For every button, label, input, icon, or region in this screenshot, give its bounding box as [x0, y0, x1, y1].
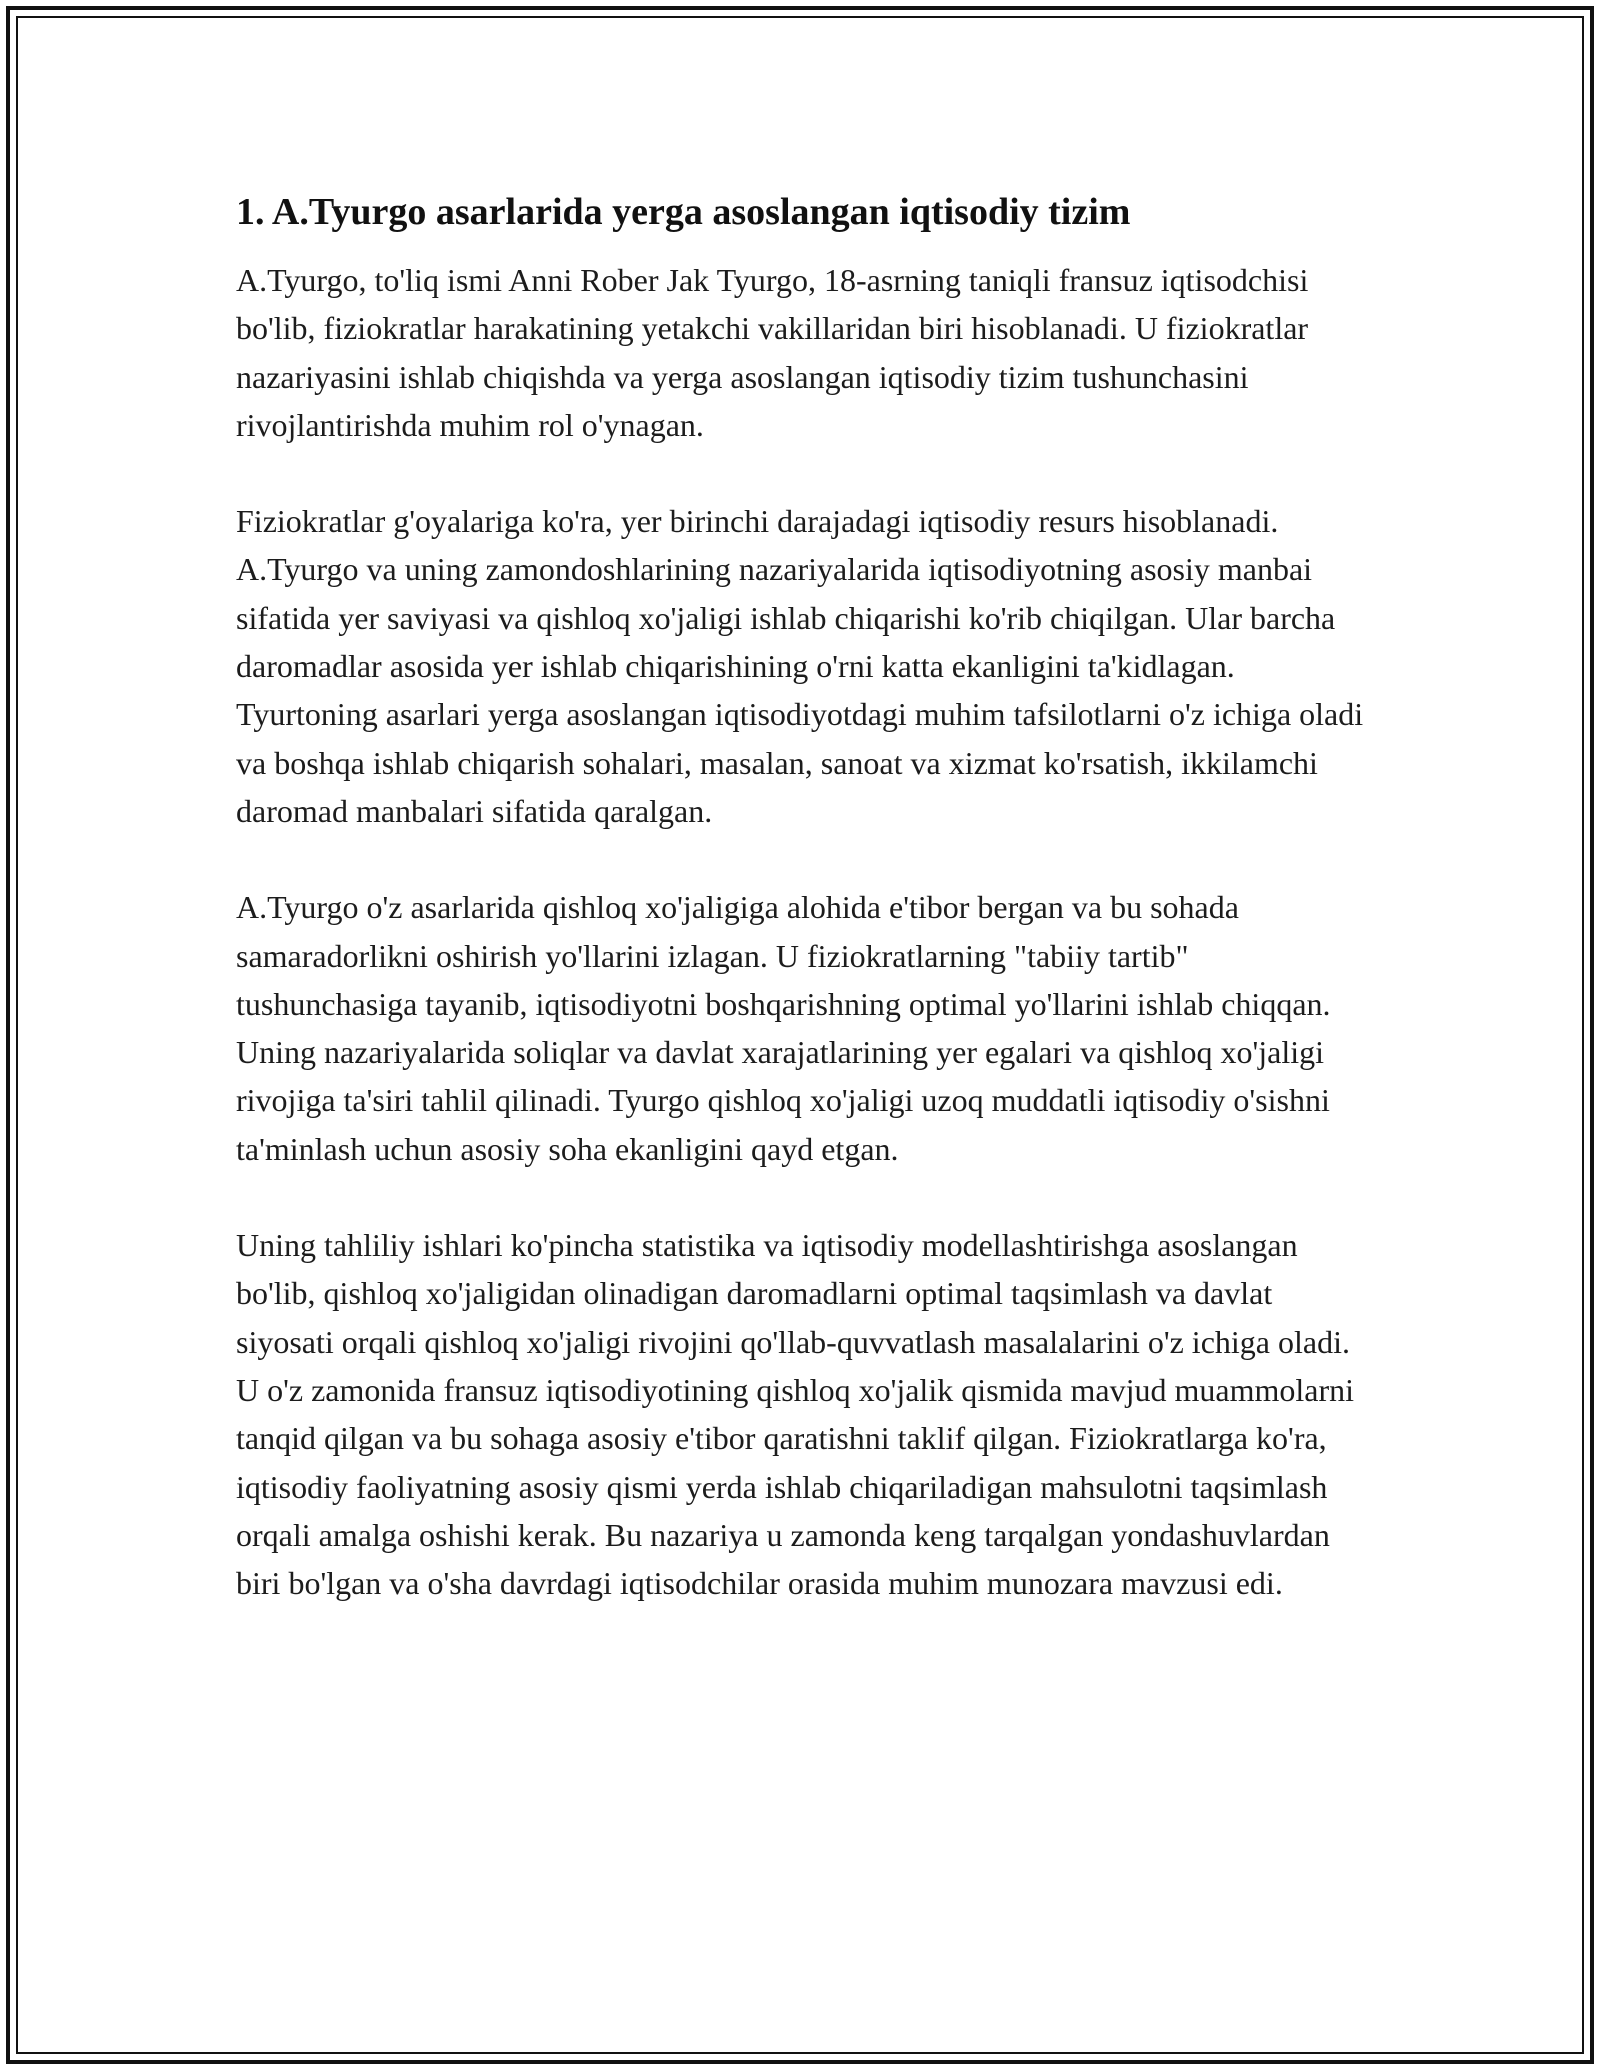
paragraph-3: A.Tyurgo o'z asarlarida qishloq xo'jaligiga alohida e'tibor bergan va bu sohada samaradorlikni oshirish yo'llarini izlagan. U fiziokratlarning "tabiiy tartib" tushunchasiga tayanib, iqtisodiyotni boshqarishning optimal yo'llarini ishlab chiqqan. Uning nazariyalarida soliqlar va davlat xarajatlarining yer egalari va qishloq xo'jaligi rivojiga ta'siri tahlil qilinadi. Tyurgo qishloq xo'jaligi uzoq muddatli iqtisodiy o'sishni ta'minlash uchun asosiy soha ekanligini qayd etgan. [236, 889, 1331, 1167]
document-body [236, 186, 1376, 1607]
paragraph-1: A.Tyurgo, to'liq ismi Anni Rober Jak Tyurgo, 18-asrning taniqli fransuz iqtisodchisi bo'lib, fiziokratlar harakatining yetakchi vakillaridan biri hisoblanadi. U fiziokratlar nazariyasini ishlab chiqishda va yerga asoslangan iqtisodiy tizim tushunchasini rivojlantirishda muhim rol o'ynagan. [236, 262, 1309, 443]
paragraph-4: Uning tahliliy ishlari ko'pincha statistika va iqtisodiy modellashtirishga asoslangan bo'lib, qishloq xo'jaligidan olinadigan daromadlarni optimal taqsimlash va davlat siyosati orqali qishloq xo'jaligi rivojini qo'llab-quvvatlash masalalarini o'z ichiga oladi. U o'z zamonida fransuz iqtisodiyotining qishloq xo'jalik qismida mavjud muammolarni tanqid qilgan va bu sohaga asosiy e'tibor qaratishni taklif qilgan. Fiziokratlarga ko'ra, iqtisodiy faoliyatning asosiy qismi yerda ishlab chiqariladigan mahsulotni taqsimlash orqali amalga oshishi kerak. Bu nazariya u zamonda keng tarqalgan yondashuvlardan biri bo'lgan va o'sha davrdagi iqtisodchilar orasida muhim munozara mavzusi edi. [236, 1227, 1355, 1602]
paragraph-2: Fiziokratlar g'oyalariga ko'ra, yer birinchi darajadagi iqtisodiy resurs hisoblanadi. A.Tyurgo va uning zamondoshlarining nazariyalarida iqtisodiyotning asosiy manbai sifatida yer saviyasi va qishloq xo'jaligi ishlab chiqarishi ko'rib chiqilgan. Ular barcha daromadlar asosida yer ishlab chiqarishining o'rni katta ekanligini ta'kidlagan. Tyurtoning asarlari yerga asoslangan iqtisodiyotdagi muhim tafsilotlarni o'z ichiga oladi va boshqa ishlab chiqarish sohalari, masalan, sanoat va xizmat ko'rsatish, ikkilamchi daromad manbalari sifatida qaralgan. [236, 503, 1364, 829]
section-heading: 1. A.Tyurgo asarlarida yerga asoslangan iqtisodiy tizim [236, 191, 1131, 233]
